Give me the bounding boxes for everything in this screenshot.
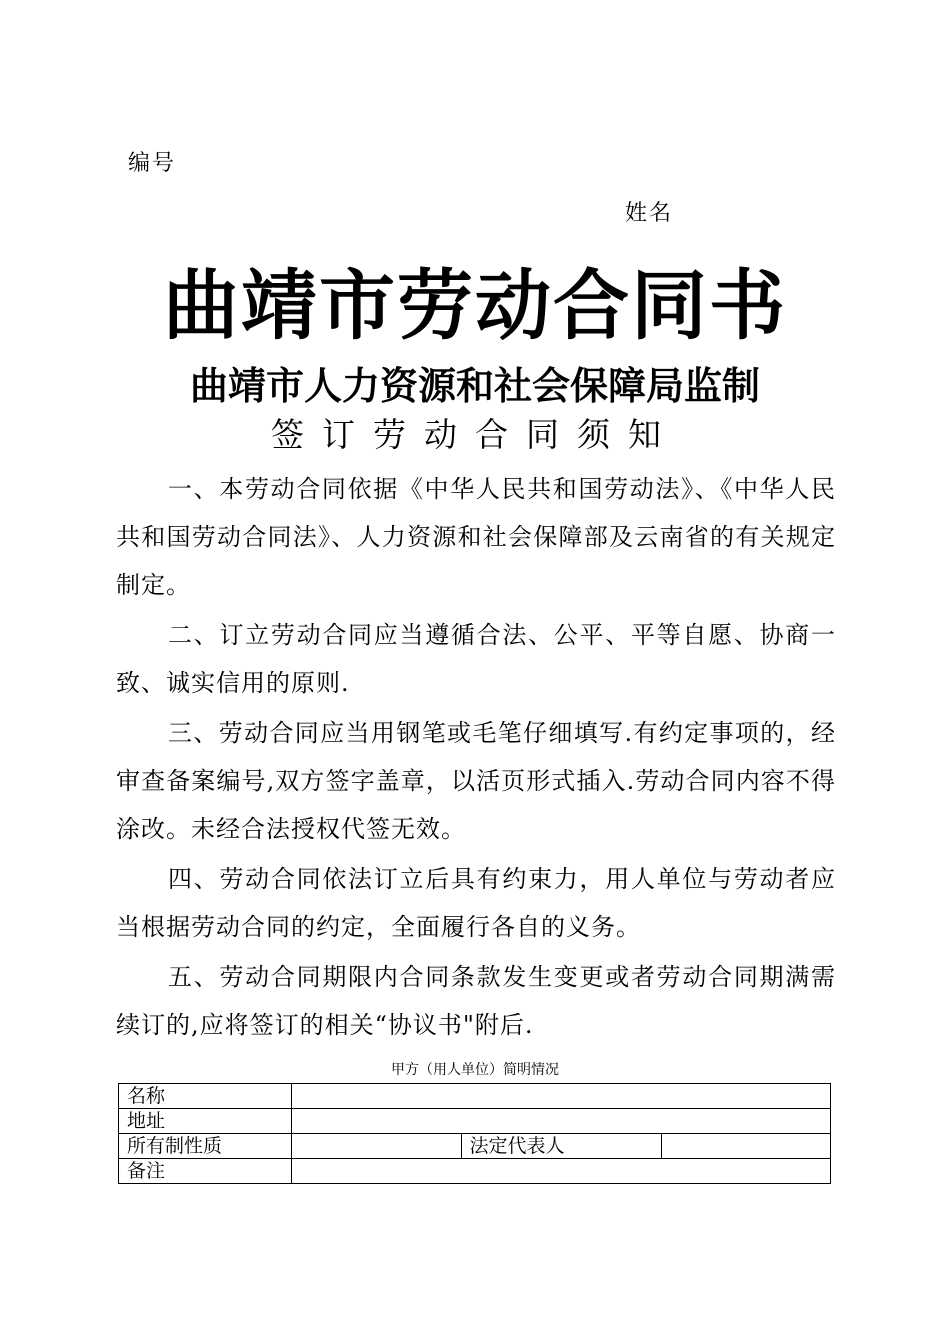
table-row: [119, 1109, 831, 1134]
notice-paragraph-1: 一、本劳动合同依据《中华人民共和国劳动法》、《中华人民共和国劳动合同法》、人力资源和社会保障部及云南省的有关规定制定。: [116, 475, 836, 599]
employer-table-caption: 甲方（用人单位）简明情况: [391, 1062, 559, 1078]
notice-paragraph-2: 二、订立劳动合同应当遵循合法、公平、平等自愿、协商一致、诚实信用的原则.: [116, 621, 836, 697]
number-label: 编号: [128, 151, 177, 176]
notice-paragraph-3: 三、劳动合同应当用钢笔或毛笔仔细填写.有约定事项的，经审查备案编号,双方签字盖章，以活页形式插入.劳动合同内容不得涂改。未经合法授权代签无效。: [116, 719, 836, 843]
ownership-value-cell[interactable]: [291, 1134, 461, 1159]
notice-heading: 签订劳动合同须知: [271, 415, 679, 454]
legal-rep-value-cell[interactable]: [662, 1134, 831, 1159]
legal-rep-label-cell: 法定代表人: [461, 1134, 662, 1159]
notice-paragraph-5: 五、劳动合同期限内合同条款发生变更或者劳动合同期满需续订的,应将签订的相关“协议书"附后.: [116, 963, 836, 1039]
ownership-label-cell: 所有制性质: [119, 1134, 292, 1159]
document-title: 曲靖市劳动合同书: [163, 261, 787, 350]
table-row: [119, 1159, 831, 1184]
employer-info-table: [118, 1083, 831, 1184]
table-row: [119, 1134, 831, 1159]
address-label-cell: 地址: [119, 1109, 292, 1134]
name-value-cell[interactable]: [291, 1084, 830, 1109]
name-label: 姓名: [625, 201, 674, 226]
notice-body: [116, 465, 836, 1051]
table-row: [119, 1084, 831, 1109]
address-value-cell[interactable]: [291, 1109, 830, 1134]
notice-paragraph-4: 四、劳动合同依法订立后具有约束力，用人单位与劳动者应当根据劳动合同的约定，全面履行各自的义务。: [116, 865, 836, 941]
remarks-value-cell[interactable]: [291, 1159, 830, 1184]
supervisor-line: 曲靖市人力资源和社会保障局监制: [189, 363, 760, 408]
remarks-label-cell: 备注: [119, 1159, 292, 1184]
name-label-cell: 名称: [119, 1084, 292, 1109]
